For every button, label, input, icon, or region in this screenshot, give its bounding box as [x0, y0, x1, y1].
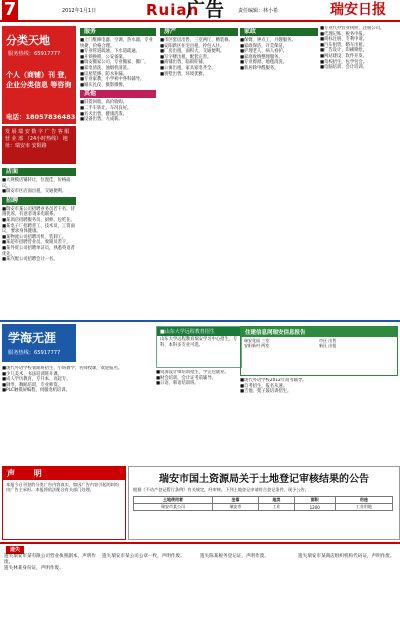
section-divider: [0, 320, 400, 322]
promo-hotline: 服务热线：65917777: [8, 51, 61, 57]
column-2: 服务 ■上门维修电器、空调、热水器，专业快捷，价格合理。 ■专业管道疏通、下水道疏通。 ■开锁换锁，公安备案。 ■瑞安搬家公司，专业搬家、搬厂。 ■家电清洗、油烟机清洗。 ■房屋装修、防水补漏。 ■专业家教，小学初中各科辅导。 ■婚庆礼仪、摄影摄像。 其他 ■旧货回收，高价收购。 ■二手车转让，车况良好。 ■名犬出售，健康活泼。 ■设备出售，九成新。: [80, 26, 156, 318]
university-ad: ■山东大学远程教育招生 山东大学远程教育瑞安学习中心招生，专科、本科多专业可选。: [156, 326, 242, 368]
promo-slogan: 个人（商铺）刊 登，企业分类信息 等咨询: [6, 71, 72, 89]
section-header-service: 服务: [80, 28, 156, 36]
column-1: 店面 ■大规模店铺转让，位置佳，价格面议。 ■瑞安市区店面出租，交通便利。 招聘 ■瑞安市某公司招聘业务员若干名，待遇优厚，有意者请来电联系。 ■某酒店招聘服务员、厨师，包吃住。 ■某电子厂招聘普工、技术员，工资面议，要求身体健康。 ■某物流公司招聘司机、装卸工。 ■某超市招聘营业员、收银员若干。 ■某外贸公司招聘单证员，熟悉英语者优先。 ■某汽配公司招聘会计一名。: [2, 168, 75, 263]
publish-date: 2012年1月1日: [62, 8, 97, 14]
masthead-logo: 瑞安日报: [330, 2, 386, 18]
middle-listings: ■资深设计师培训招生，学完包就业。 ■财会培训，会计证考前辅导。 ■日语、韩语培训班。: [156, 370, 229, 387]
section-header-local: 家政: [240, 28, 318, 36]
section-title: 广告: [186, 0, 225, 21]
university-ad-title: ■山东大学远程教育招生: [157, 327, 241, 336]
editor-credit: 责任编辑：林小希: [238, 8, 279, 14]
promo-subbox: 发 展 瑞 安 数 字 广 告 客 服 营 业 部 （24小时热线） 地址：瑞安市 安阳路: [2, 126, 76, 164]
column-3: 房产 ■市区套房出售，三室两厅，精装修。 ■安阳新区住宅出租，拎包入住。 ■厂房出租，面积大，交通便利。 ■写字楼出租，配套完善。 ■商铺出售，临街旺铺。 ■公寓出租，家具家电齐全。 ■别墅出售，环境优雅。: [160, 26, 238, 318]
land-notice: [128, 466, 400, 540]
column-1-text: ■大规模店铺转让，位置佳，价格面议。 ■瑞安市区店面出租，交通便利。: [2, 178, 71, 195]
lost-tag: 遗失: [6, 546, 24, 554]
notice-body: 根据《不动产登记暂行条例》有关规定，经审核，下列土地登记申请符合登记条件，现予公告。: [133, 487, 309, 492]
education-title: 学海无涯: [8, 331, 57, 345]
section-header-other: 其他: [80, 90, 156, 98]
right-listings: ■现代外语学校2012年高考辅导。 ■自考招生，报名从速。 ■吉他、架子鼓培训招生。: [240, 378, 307, 395]
housing-info-table: 住建信息网瑞安信息报告 瑞安花园 三室 市区 出售 安阳新村 两室 新区 出租: [240, 326, 398, 376]
promo-title: 分类天地: [6, 34, 50, 47]
notice-table: 土地使用者 坐落 地类 面积 用途 瑞安市某公司 瑞安市 工业 1200 工业用地: [133, 496, 393, 511]
declaration-box: [2, 466, 126, 540]
column-5: ■专业代办营业执照、注册公司。 ■代理记账、税务申报。 ■商标注册、专利申请。 ■汽车租赁，婚车出租。 ■广告设计、印刷喷绘。 ■网站建设、软件开发。 ■驾校招生，包学包会。 ■电脑培训、会计培训。: [320, 26, 385, 71]
section-header-shop: 店面: [2, 168, 76, 176]
declaration-body: 本报今日刊登的分类广告内容真实，如因广告内容引起的纠纷由广告主承担。本报将依法配合有关部门处理。: [6, 482, 120, 493]
column-4: 家政 ■保姆、钟点工、月嫂服务。 ■家政保洁，开荒保洁。 ■护理老人、病人看护。 ■家庭收纳整理服务。 ■专业擦窗、地毯清洗。 ■新居除甲醛服务。: [240, 26, 318, 318]
lost-notices: 遗失 遗失瑞安市某有限公司营业执照副本，声明作废。 遗失林某身份证，声明作废。 遗失瑞安市某公司公章一枚，声明作废。 遗失陈某税务登记证，声明作废。 遗失瑞安市某商店组织机构代码证，声明作废。: [4, 547, 395, 572]
page-number: 7: [3, 0, 17, 20]
section-header-recruit: 招聘: [2, 197, 76, 205]
promo-phone: 电话：18057836483: [6, 113, 76, 121]
housing-info-title: 住建信息网瑞安信息报告: [241, 327, 397, 337]
notice-title: 瑞安市国土资源局关于土地登记审核结果的公告: [159, 474, 369, 485]
declaration-title: 声 明: [3, 467, 125, 480]
education-promo-box: [2, 324, 76, 362]
section-header-estate: 房产: [160, 28, 238, 36]
education-listings: ■现代外语学校暑期班招生，小班教学，名师授课，欢迎报名。 ■少儿美术、书法培训班开课。 ■成人学历教育，专升本、高起专。 ■钢琴、舞蹈培训，专业师资。 ■PLC触摸屏编程、伺服电机培训。: [2, 366, 123, 394]
classified-promo-box: [2, 26, 76, 124]
education-hotline: 服务热线：65917777: [8, 350, 61, 356]
brand-text: Ruian: [146, 1, 200, 19]
